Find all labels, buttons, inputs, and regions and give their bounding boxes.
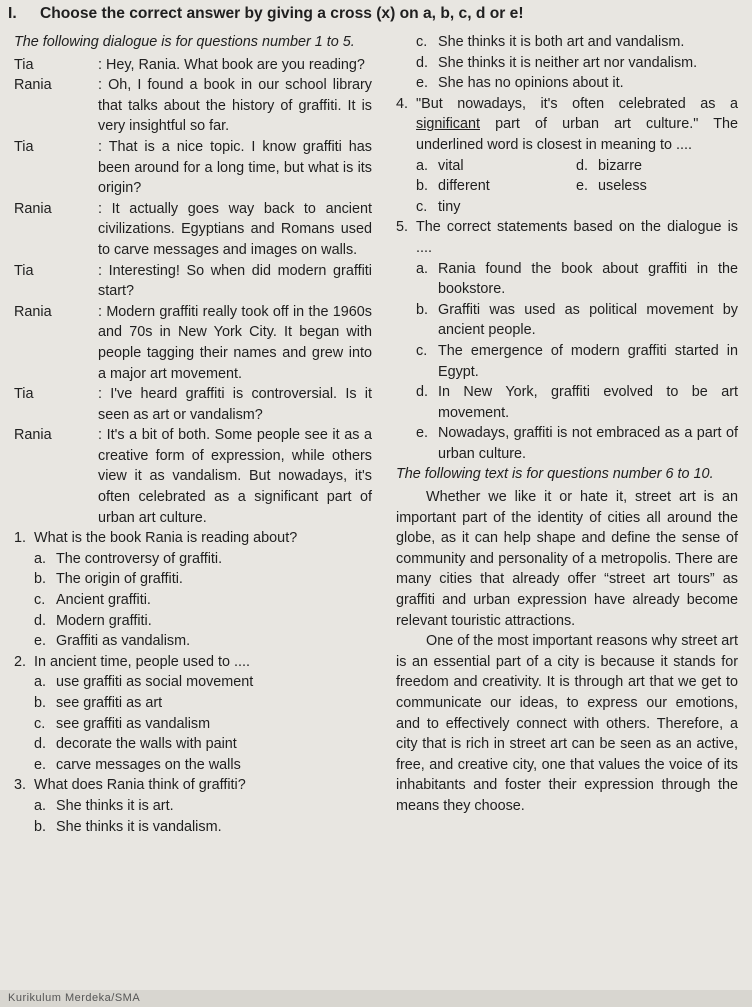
option-text: tiny <box>438 198 461 215</box>
answer-option[interactable] <box>34 693 372 714</box>
answer-option[interactable] <box>34 549 372 570</box>
option-letter: c. <box>416 198 428 215</box>
option-letter: b. <box>34 695 47 711</box>
dialogue-intro: The following dialogue is for questions number 1 to 5. <box>14 34 355 50</box>
line-text: : I've heard graffiti is controversial. Is it seen as art or vandalism? <box>98 386 372 423</box>
answer-option[interactable] <box>576 156 736 177</box>
answer-option[interactable] <box>416 197 576 218</box>
option-letter: c. <box>34 715 46 732</box>
answer-option[interactable] <box>34 590 372 611</box>
passage-paragraph: Whether we like it or hate it, street art is an important part of the identity of cities all around the globe, as it can help shape and define the sense of community and personality of a metropolis. There are many cities that already offer “street art tours” as graffiti and urban expression have already become relevant touristic attractions. <box>396 489 738 629</box>
option-letter: e. <box>416 425 429 442</box>
option-text: vital <box>438 157 464 174</box>
question-3 <box>14 775 372 837</box>
option-letter: b. <box>416 178 429 195</box>
line-text: : Hey, Rania. What book are you reading? <box>98 56 365 73</box>
option-letter: b. <box>34 571 47 588</box>
option-text: different <box>438 178 490 195</box>
passage-paragraph: One of the most important reasons why street art is an essential part of a city is because it stands for freedom and creativity. It is through art that we get to communicate our ideas, to express our emotions, and to effectively connect with others. Therefore, a city that is rich in street art can be seen as an active, free, and creative city, one that values the voice of its inhabitants and foster their expression through the means they choose. <box>396 633 738 814</box>
option-row <box>416 176 738 197</box>
option-letter: a. <box>34 797 47 814</box>
option-letter: d. <box>416 54 429 71</box>
question-number: 3. <box>14 777 27 794</box>
passage-intro: The following text is for questions number 6 to 10. <box>396 466 714 483</box>
dialogue-line <box>14 75 372 137</box>
underlined-word: significant <box>416 116 480 133</box>
answer-option[interactable] <box>416 32 738 53</box>
option-text: Ancient graffiti. <box>56 592 151 609</box>
option-text: The origin of graffiti. <box>56 571 183 588</box>
question-text-part: part of urban art culture." The underlined word is closest in meaning to .... <box>416 116 738 153</box>
speaker: Tia <box>14 262 34 279</box>
option-text: useless <box>598 178 647 195</box>
speaker: Tia <box>14 56 34 73</box>
option-text: use graffiti as social movement <box>56 674 254 691</box>
option-text: The controversy of graffiti. <box>56 550 223 567</box>
question-number: 1. <box>14 530 27 547</box>
speaker: Rania <box>14 77 52 94</box>
question-text: What is the book Rania is reading about? <box>34 530 298 547</box>
answer-option[interactable] <box>416 300 738 341</box>
option-letter: a. <box>416 260 429 277</box>
option-letter: e. <box>416 75 429 92</box>
option-text: She thinks it is neither art nor vandalism. <box>438 54 698 71</box>
answer-option[interactable] <box>34 611 372 632</box>
option-text: Graffiti as vandalism. <box>56 633 191 650</box>
answer-option[interactable] <box>416 259 738 300</box>
option-text: She thinks it is vandalism. <box>56 818 222 835</box>
dialogue-line <box>14 55 372 76</box>
question-1 <box>14 528 372 652</box>
option-text: carve messages on the walls <box>56 756 241 773</box>
dialogue-line <box>14 425 372 528</box>
dialogue-line <box>14 137 372 199</box>
answer-option[interactable] <box>34 569 372 590</box>
question-number: 5. <box>396 219 409 236</box>
option-letter: c. <box>416 342 428 359</box>
line-text: : Modern graffiti really took off in the 1960s and 70s in New York City. It began with people tagging their names and grew into a major art movement. <box>98 303 372 382</box>
option-letter: c. <box>416 34 428 50</box>
option-letter: a. <box>34 674 47 691</box>
dialogue-line <box>14 199 372 261</box>
question-text: In ancient time, people used to .... <box>34 653 250 670</box>
answer-option[interactable] <box>416 73 738 94</box>
answer-option[interactable] <box>34 631 372 652</box>
line-text: : That is a nice topic. I know graffiti has been around for a long time, but what is its origin? <box>98 138 372 197</box>
option-text: bizarre <box>598 157 642 174</box>
speaker: Rania <box>14 303 52 320</box>
option-text: She has no opinions about it. <box>438 75 624 92</box>
option-letter: b. <box>416 301 429 318</box>
answer-option[interactable] <box>34 734 372 755</box>
option-text: Modern graffiti. <box>56 612 152 629</box>
question-5 <box>396 217 738 464</box>
question-number: 2. <box>14 653 27 670</box>
question-text-part: "But nowadays, it's often celebrated as a <box>416 95 738 112</box>
section-heading <box>8 4 748 25</box>
option-text: The emergence of modern graffiti started in Egypt. <box>438 342 738 380</box>
dialogue <box>14 55 372 529</box>
answer-option[interactable] <box>576 176 736 197</box>
speaker: Tia <box>14 138 34 155</box>
option-letter: a. <box>34 550 47 567</box>
option-letter: d. <box>34 736 47 753</box>
option-text: decorate the walls with paint <box>56 736 237 753</box>
question-text: The correct statements based on the dialogue is .... <box>416 219 738 256</box>
line-text: : It's a bit of both. Some people see it as a creative form of expression, while others view it as vandalism. But nowadays, it's often celebrated as a significant part of urban art culture. <box>98 427 372 526</box>
section-instruction: Choose the correct answer by giving a cross (x) on a, b, c, d or e! <box>40 5 524 22</box>
page-footer: Kurikulum Merdeka/SMA <box>0 990 752 1007</box>
option-letter: d. <box>416 384 429 401</box>
option-letter: d. <box>576 157 589 174</box>
option-text: see graffiti as vandalism <box>56 715 211 732</box>
option-text: Graffiti was used as political movement by ancient people. <box>438 301 738 339</box>
answer-option[interactable] <box>34 796 372 817</box>
answer-option[interactable] <box>34 817 372 838</box>
option-letter: e. <box>34 633 47 650</box>
option-text: Rania found the book about graffiti in the bookstore. <box>438 260 738 298</box>
line-text: : Interesting! So when did modern graffiti start? <box>98 262 372 300</box>
option-letter: e. <box>34 756 47 773</box>
answer-option[interactable] <box>416 53 738 74</box>
line-text: : Oh, I found a book in our school library that talks about the history of graffiti. It is very insightful so far. <box>98 77 372 135</box>
answer-option[interactable] <box>416 423 738 464</box>
option-text: Nowadays, graffiti is not embraced as a part of urban culture. <box>438 425 738 462</box>
option-row <box>416 156 738 177</box>
reading-passage <box>396 487 738 817</box>
answer-option[interactable] <box>416 382 738 423</box>
question-text <box>416 94 738 156</box>
option-letter: d. <box>34 612 47 629</box>
section-number: I. <box>8 5 17 22</box>
option-row <box>416 197 738 218</box>
option-letter: a. <box>416 157 429 174</box>
question-3-continued <box>396 32 738 94</box>
left-column <box>14 32 372 837</box>
dialogue-line <box>14 302 372 384</box>
speaker: Rania <box>14 200 52 217</box>
dialogue-line <box>14 384 372 425</box>
answer-option[interactable] <box>416 156 576 177</box>
line-text: : It actually goes way back to ancient civilizations. Egyptians and Romans used to carve messages and images on walls. <box>98 200 372 258</box>
option-letter: c. <box>34 592 46 609</box>
option-text: She thinks it is art. <box>56 797 174 814</box>
speaker: Tia <box>14 386 34 403</box>
option-text: see graffiti as art <box>56 695 163 711</box>
right-column <box>396 32 738 817</box>
option-letter: b. <box>34 818 47 835</box>
answer-option[interactable] <box>416 341 738 382</box>
answer-option[interactable] <box>416 176 576 197</box>
option-text: In New York, graffiti evolved to be art movement. <box>438 384 738 421</box>
speaker: Rania <box>14 427 52 444</box>
option-text: She thinks it is both art and vandalism. <box>438 34 685 50</box>
question-text: What does Rania think of graffiti? <box>34 777 246 794</box>
answer-option[interactable] <box>34 714 372 735</box>
answer-option[interactable] <box>34 672 372 693</box>
answer-option[interactable] <box>34 755 372 776</box>
dialogue-line <box>14 261 372 302</box>
question-number: 4. <box>396 95 409 112</box>
question-4 <box>396 94 738 218</box>
option-letter: e. <box>576 178 589 195</box>
question-2 <box>14 652 372 776</box>
